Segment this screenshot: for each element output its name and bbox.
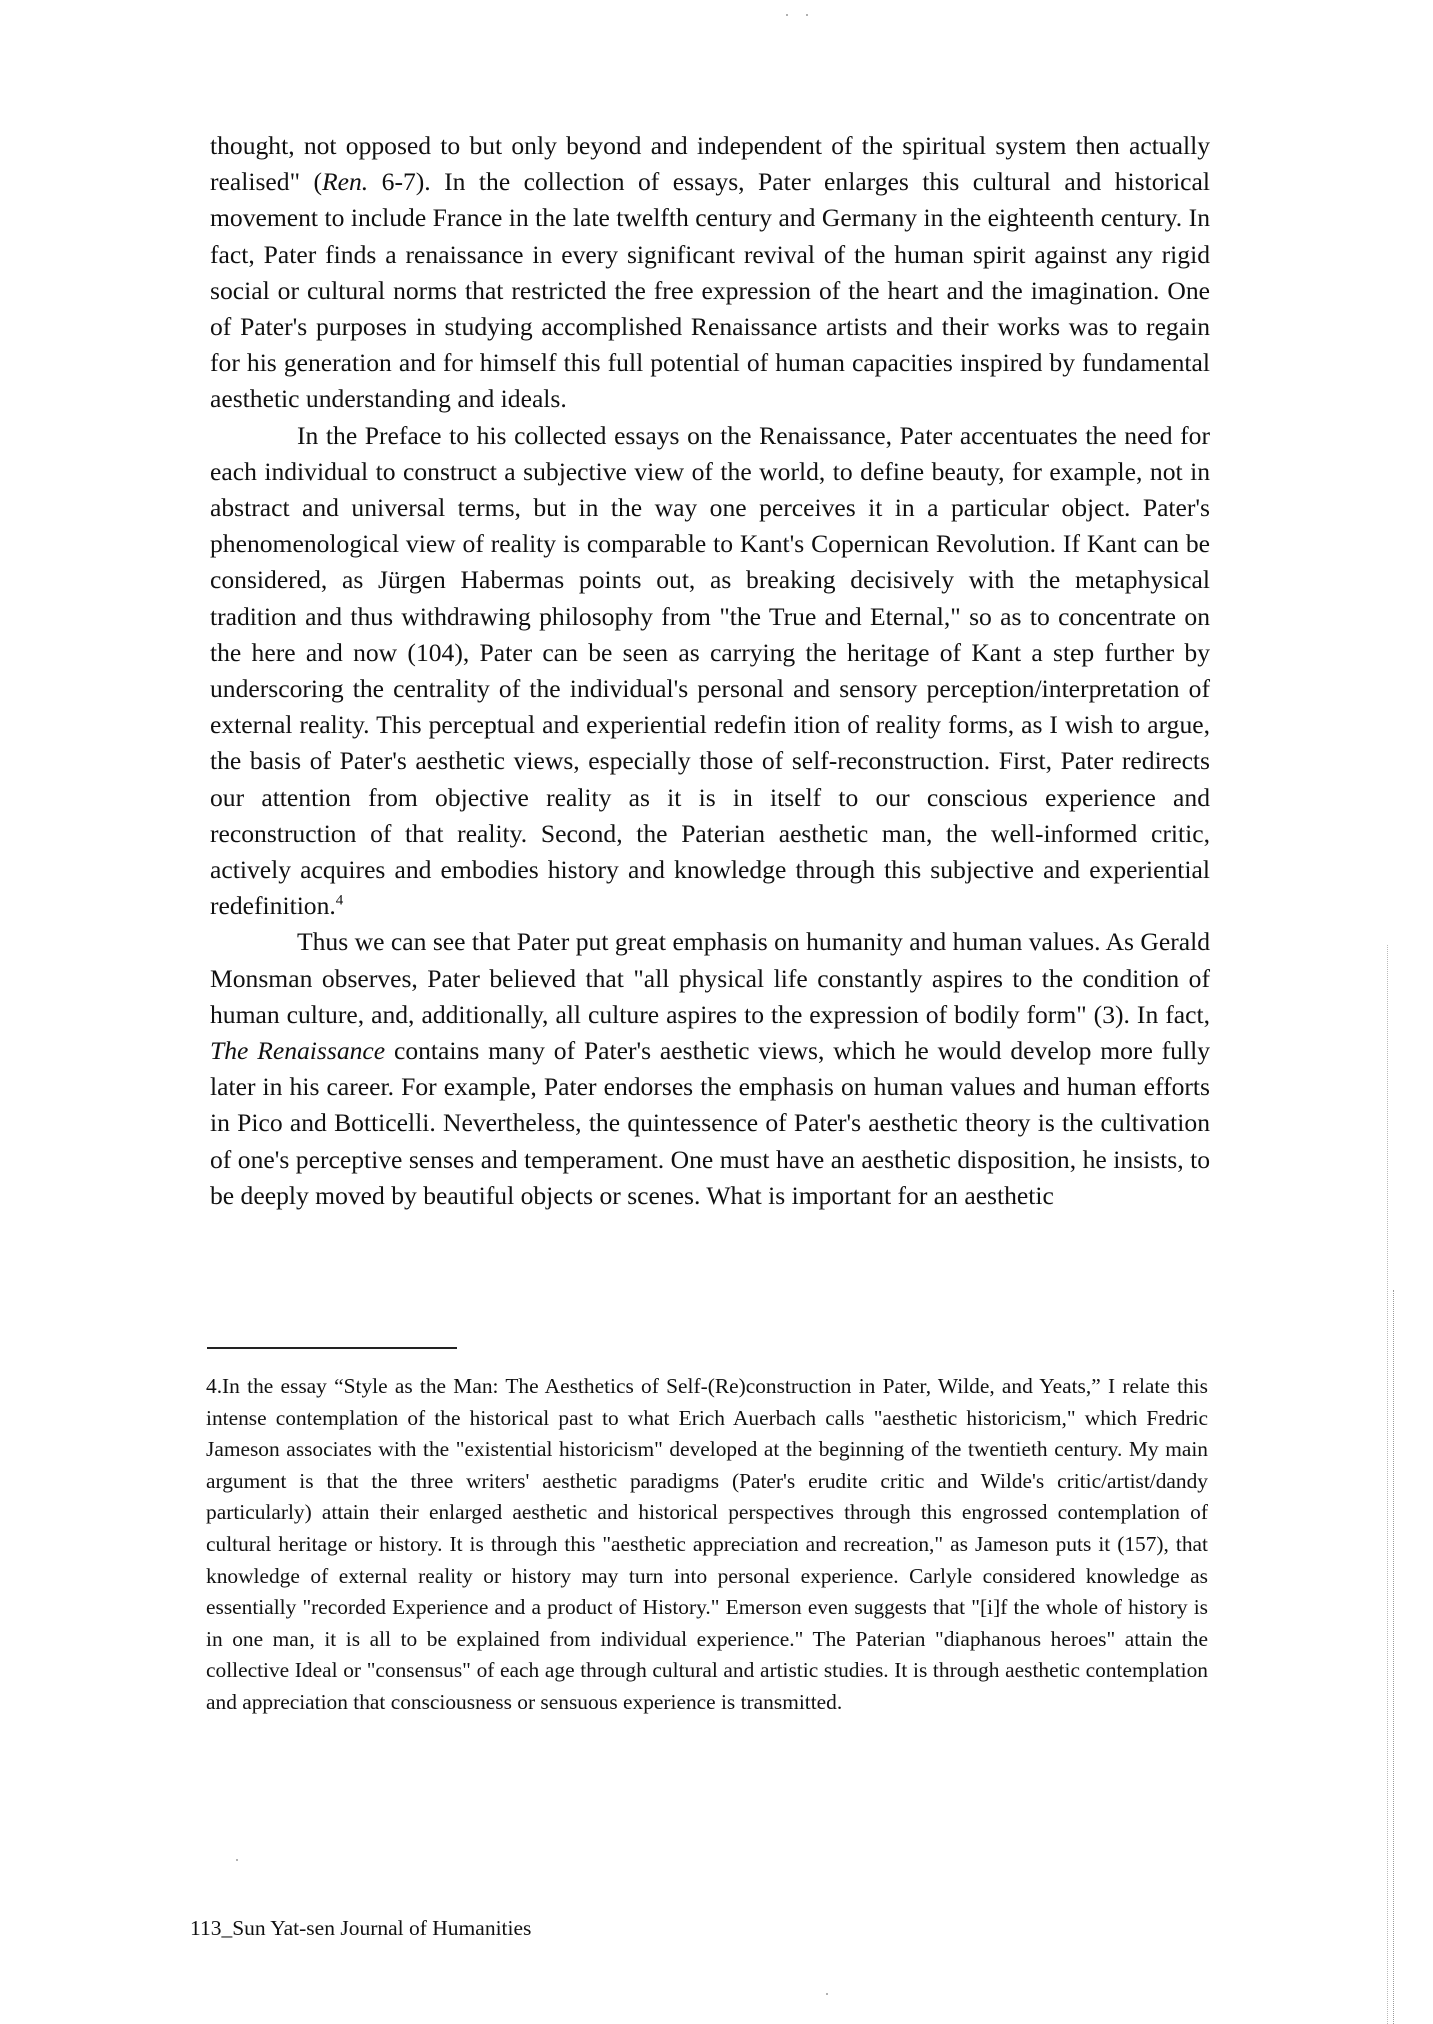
body-text xyxy=(210,128,1210,1214)
scan-edge-mark xyxy=(1387,945,1388,2024)
book-title: The Renaissance xyxy=(210,1036,386,1066)
footnote-divider xyxy=(207,1347,457,1349)
scan-speck xyxy=(236,1859,238,1861)
scan-speck xyxy=(806,14,808,16)
footnote-4: 4.In the essay “Style as the Man: The Aesthetics of Self-(Re)construction in Pater, Wilde, and Yeats,” I relate this intense contemplation of the historical past to what Erich Auerbach calls "aesthetic historicism," which Fredric Jameson associates with the "existential historicism" developed at the beginning of the twentieth century. My main argument is that the three writers' aesthetic paradigms (Pater's erudite critic and Wilde's critic/artist/dandy particularly) attain their enlarged aesthetic and historical perspectives through this engrossed contemplation of cultural heritage or history. It is through this "aesthetic appreciation and recreation," as Jameson puts it (157), that knowledge of external reality or history may turn into personal experience. Carlyle considered knowledge as essentially "recorded Experience and a product of History." Emerson even suggests that "[i]f the whole of history is in one man, it is all to be explained from individual experience." The Paterian "diaphanous heroes" attain the collective Ideal or "consensus" of each age through cultural and artistic studies. It is through aesthetic contemplation and appreciation that consciousness or sensuous experience is transmitted. xyxy=(206,1374,1208,1714)
footnote-section xyxy=(206,1371,1208,1719)
scan-edge-mark xyxy=(1393,1290,1394,2024)
paragraph-3: Thus we can see that Pater put great emphasis on humanity and human values. As Gerald Monsman observes, Pater believed that "all physical life constantly aspires to the condition of human culture, and, additionally, all culture aspires to the expression of bodily form" (3). In fact, The Renaissance contains many of Pater's aesthetic views, which he would develop more fully later in his career. For example, Pater endorses the emphasis on human values and human efforts in Pico and Botticelli. Nevertheless, the quintessence of Pater's aesthetic theory is the cultivation of one's perceptive senses and temperament. One must have an aesthetic disposition, he insists, to be deeply moved by beautiful objects or scenes. What is important for an aesthetic xyxy=(210,927,1210,1210)
page-footer: 113_Sun Yat-sen Journal of Humanities xyxy=(190,1916,532,1940)
scan-speck xyxy=(826,1993,828,1995)
scan-speck xyxy=(786,14,788,16)
footnote-marker[interactable]: 4 xyxy=(335,892,344,909)
citation-abbrev: Ren. xyxy=(322,167,369,197)
paragraph-2: In the Preface to his collected essays on the Renaissance, Pater accentuates the need for each individual to construct a subjective view of the world, to define beauty, for example, not in abstract and universal terms, but in the way one perceives it in a particular object. Pater's phenomenological view of reality is comparable to Kant's Copernican Revolution. If Kant can be considered, as Jürgen Habermas points out, as breaking decisively with the metaphysical tradition and thus withdrawing philosophy from "the True and Eternal," so as to concentrate on the here and now (104), Pater can be seen as carrying the heritage of Kant a step further by underscoring the centrality of the individual's personal and sensory perception/interpretation of external reality. This perceptual and experiential redefin ition of reality forms, as I wish to argue, the basis of Pater's aesthetic views, especially those of self-reconstruction. First, Pater redirects our attention from objective reality as it is in itself to our conscious experience and reconstruction of that reality. Second, the Paterian aesthetic man, the well-informed critic, actively acquires and embodies history and knowledge through this subjective and experiential redefinition.$^4$ xyxy=(210,420,1210,921)
paragraph-1: thought, not opposed to but only beyond and independent of the spiritual system then actually realised" (Ren. 6-7). In the collection of essays, Pater enlarges this cultural and historical movement to include France in the late twelfth century and Germany in the eighteenth century. In fact, Pater finds a renaissance in every significant revival of the human spirit against any rigid social or cultural norms that restricted the free expression of the heart and the imagination. One of Pater's purposes in studying accomplished Renaissance artists and their works was to regain for his generation and for himself this full potential of human capacities inspired by fundamental aesthetic understanding and ideals. xyxy=(210,131,1211,414)
